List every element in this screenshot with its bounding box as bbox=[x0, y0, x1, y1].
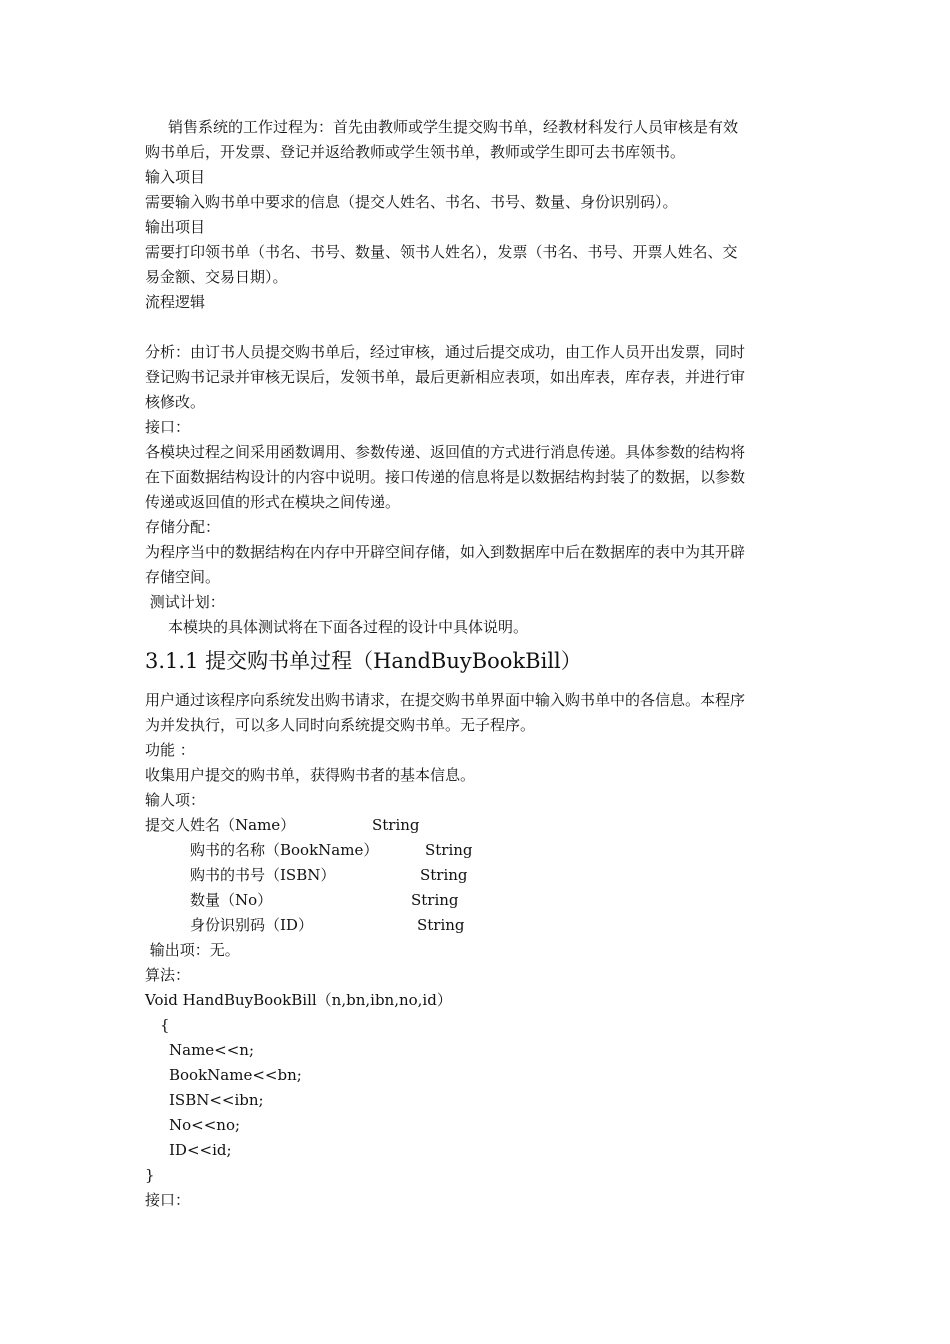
input-row bbox=[0, 865, 950, 885]
test-plan-text: 本模块的具体测试将在下面各过程的设计中具体说明。 bbox=[168, 618, 529, 636]
input-name: 购书的名称（BookName） bbox=[190, 841, 379, 859]
code-line: ID<<id; bbox=[169, 1141, 232, 1159]
input-name: 数量（No） bbox=[190, 891, 273, 909]
input-items-text: 需要输入购书单中要求的信息（提交人姓名、书名、书号、数量、身份识别码）。 bbox=[145, 193, 678, 211]
flow-logic-label: 流程逻辑 bbox=[145, 293, 206, 311]
analysis-line-3: 核修改。 bbox=[145, 393, 206, 411]
input-row bbox=[0, 915, 950, 935]
interface-label: 接口： bbox=[145, 418, 191, 436]
interface-line-1: 各模块过程之间采用函数调用、参数传递、返回值的方式进行消息传递。具体参数的结构将 bbox=[145, 443, 746, 461]
storage-line-2: 存储空间。 bbox=[145, 568, 221, 586]
code-line: No<<no; bbox=[169, 1116, 241, 1134]
code-line: BookName<<bn; bbox=[169, 1066, 302, 1084]
code-line: ISBN<<ibn; bbox=[169, 1091, 264, 1109]
storage-line-1: 为程序当中的数据结构在内存中开辟空间存储，如入到数据库中后在数据库的表中为其开辟 bbox=[145, 543, 746, 561]
input-label: 输人项： bbox=[145, 791, 206, 809]
output-label: 输出项：无。 bbox=[145, 941, 240, 959]
analysis-line-1: 分析：由订书人员提交购书单后，经过审核，通过后提交成功，由工作人员开出发票，同时 bbox=[145, 343, 746, 361]
input-row bbox=[0, 815, 950, 835]
output-items-label: 输出项目 bbox=[145, 218, 206, 236]
section-desc-line-1: 用户通过该程序向系统发出购书请求，在提交购书单界面中输入购书单中的各信息。本程序 bbox=[145, 691, 746, 709]
input-type: String bbox=[425, 841, 473, 859]
input-type: String bbox=[372, 816, 420, 834]
output-items-line-1: 需要打印领书单（书名、书号、数量、领书人姓名），发票（书名、书号、开票人姓名、交 bbox=[145, 243, 738, 261]
input-name: 身份识别码（ID） bbox=[190, 916, 313, 934]
input-type: String bbox=[420, 866, 468, 884]
output-items-line-2: 易金额、交易日期）。 bbox=[145, 268, 288, 286]
code-line: Name<<n; bbox=[169, 1041, 255, 1059]
input-row bbox=[0, 890, 950, 910]
input-type: String bbox=[417, 916, 465, 934]
input-name: 购书的书号（ISBN） bbox=[190, 866, 336, 884]
section-interface-label: 接口： bbox=[145, 1191, 191, 1209]
code-line: } bbox=[145, 1166, 155, 1184]
section-heading: 3.1.1 提交购书单过程（HandBuyBookBill） bbox=[145, 649, 582, 673]
input-name: 提交人姓名（Name） bbox=[145, 816, 296, 834]
algorithm-label: 算法： bbox=[145, 966, 191, 984]
storage-label: 存储分配： bbox=[145, 518, 221, 536]
code-line: Void HandBuyBookBill（n,bn,ibn,no,id） bbox=[145, 991, 452, 1009]
input-items-label: 输入项目 bbox=[145, 168, 206, 186]
input-row bbox=[0, 840, 950, 860]
analysis-line-2: 登记购书记录并审核无误后，发领书单，最后更新相应表项，如出库表，库存表，并进行审 bbox=[145, 368, 746, 386]
intro-line-2: 购书单后，开发票、登记并返给教师或学生领书单，教师或学生即可去书库领书。 bbox=[145, 143, 686, 161]
interface-line-3: 传递或返回值的形式在模块之间传递。 bbox=[145, 493, 401, 511]
code-line: { bbox=[160, 1016, 170, 1034]
input-type: String bbox=[411, 891, 459, 909]
function-label: 功能 ： bbox=[145, 741, 195, 759]
intro-line-1: 销售系统的工作过程为：首先由教师或学生提交购书单，经教材科发行人员审核是有效 bbox=[168, 118, 739, 136]
section-desc-line-2: 为并发执行，可以多人同时向系统提交购书单。无子程序。 bbox=[145, 716, 536, 734]
function-text: 收集用户提交的购书单，获得购书者的基本信息。 bbox=[145, 766, 476, 784]
test-plan-label: 测试计划： bbox=[145, 593, 225, 611]
interface-line-2: 在下面数据结构设计的内容中说明。接口传递的信息将是以数据结构封装了的数据，以参数 bbox=[145, 468, 746, 486]
